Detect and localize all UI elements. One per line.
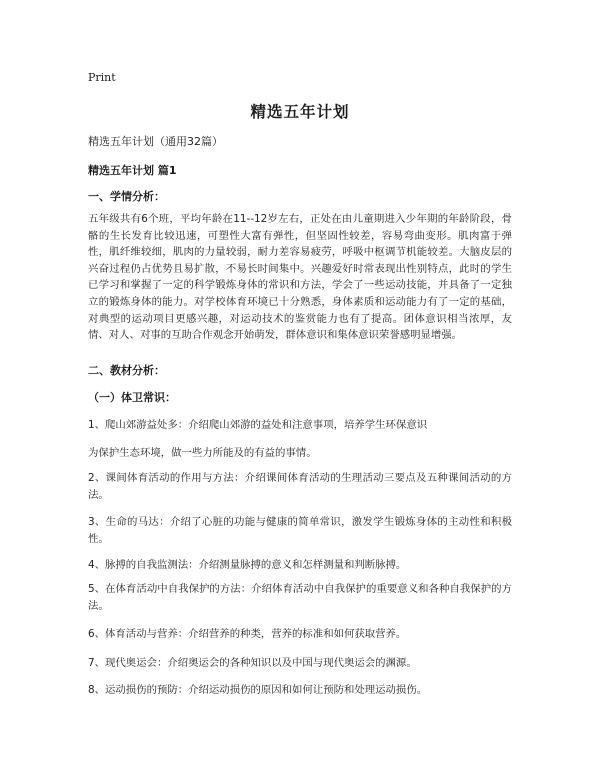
list-item: 4、脉搏的自我监测法：介绍测量脉搏的意义和怎样测量和判断脉搏。 (88, 559, 407, 571)
list-item: 为保护生态环境，做一些力所能及的有益的事情。 (88, 447, 317, 459)
list-item: 1、爬山郊游益处多：介绍爬山郊游的益处和注意事项，培养学生环保意识 (88, 419, 428, 431)
print-label: Print (88, 71, 116, 84)
list-item: 5、在体育活动中自我保护的方法：介绍体育活动中自我保护的重要意义和各种自我保护的方法。 (88, 583, 512, 612)
subheading-health-knowledge: （一）体卫常识： (88, 391, 176, 404)
heading-student-analysis: 一、学情分析： (88, 190, 165, 203)
list-item: 3、生命的马达：介绍了心脏的功能与健康的简单常识，激发学生锻炼身体的主动性和积极性。 (88, 516, 512, 545)
list-item: 7、现代奥运会：介绍奥运会的各种知识以及中国与现代奥运会的渊源。 (88, 657, 417, 669)
list-item: 8、运动损伤的预防：介绍运动损伤的原因和如何让预防和处理运动损伤。 (88, 684, 428, 696)
section-title: 精选五年计划 篇1 (88, 164, 177, 177)
list-item: 2、课间体育活动的作用与方法：介绍课间体育活动的生理活动三要点及五种课间活动的方法。 (88, 472, 512, 501)
list-item: 6、体育活动与营养：介绍营养的种类，营养的标准和如何获取营养。 (88, 628, 407, 640)
analysis-paragraph: 五年级共有6个班，平均年龄在11--12岁左右，正处在由儿童期进入少年期的年龄阶段，骨骼的生长发育比较迅速，可塑性大富有弹性，但坚固性较差，容易弯曲变形。肌肉富于弹性，肌纤维较细，肌肉的力量较弱，耐力差容易疲劳，呼吸中枢调节机能较差。大脑皮层的兴奋过程仍占优势且易扩散，不易长时间集中。兴趣爱好时常表现出性别特点，此时的学生已学习和掌握了一定的科学锻炼身体的常识和方法，学会了一些运动技能，并具备了一定独立的锻炼身体的能力。对学校体育环境已十分熟悉，身体素质和运动能力有了一定的基础，对典型的运动项目更感兴趣，对运动技术的鉴赏能力也有了提高。团体意识相当浓厚，友情、对人、对事的互助合作观念开始萌发，群体意识和集体意识荣誉感明显增强。 (88, 213, 512, 342)
subtitle: 精选五年计划（通用32篇） (88, 135, 223, 148)
page-title: 精选五年计划 (250, 103, 350, 121)
heading-material-analysis: 二、教材分析： (88, 364, 165, 377)
